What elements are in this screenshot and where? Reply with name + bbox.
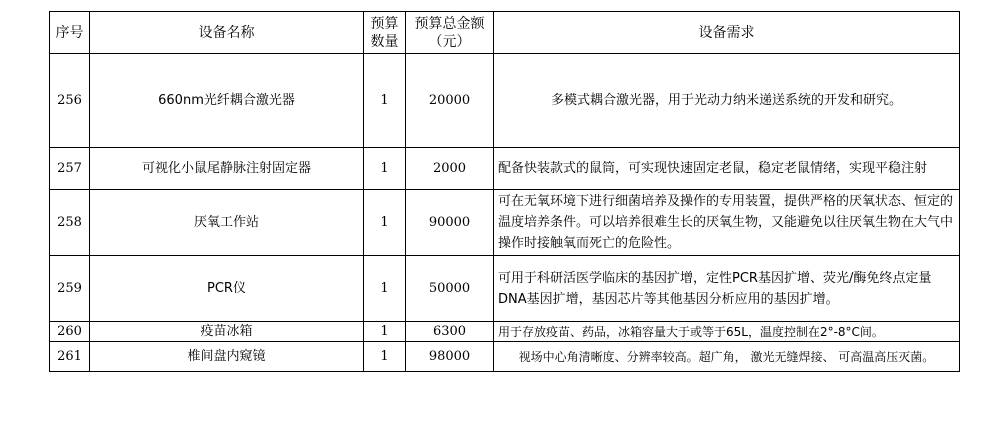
row-requirement: 配备快装款式的鼠筒，可实现快速固定老鼠，稳定老鼠情绪，实现平稳注射: [494, 148, 960, 190]
equipment-table: [49, 11, 960, 372]
row-index: 260: [50, 322, 90, 342]
table-row: [50, 342, 960, 372]
row-amount: 50000: [406, 256, 494, 322]
row-requirement: 用于存放疫苗、药品，冰箱容量大于或等于65L，温度控制在2°-8°C间。: [494, 322, 960, 342]
table-header-row: [50, 12, 960, 54]
row-requirement: 可用于科研活医学临床的基因扩增，定性PCR基因扩增、荧光/酶免终点定量DNA基因扩增，基因芯片等其他基因分析应用的基因扩增。: [494, 256, 960, 322]
table-row: [50, 322, 960, 342]
row-requirement: 视场中心角清晰度、分辨率较高。超广角， 激光无缝焊接、 可高温高压灭菌。: [494, 342, 960, 372]
row-amount: 90000: [406, 190, 494, 256]
header-amount: [406, 12, 494, 54]
row-name: 椎间盘内窥镜: [90, 342, 364, 372]
row-index: 256: [50, 54, 90, 148]
row-name: 厌氧工作站: [90, 190, 364, 256]
header-qty: [364, 12, 406, 54]
header-qty-line2: 数量: [370, 33, 399, 50]
header-qty-line1: 预算: [370, 15, 399, 32]
row-requirement: 多模式耦合激光器，用于光动力纳米递送系统的开发和研究。: [494, 54, 960, 148]
row-qty: 1: [364, 148, 406, 190]
row-qty: 1: [364, 256, 406, 322]
table-row: [50, 190, 960, 256]
row-qty: 1: [364, 322, 406, 342]
row-index: 259: [50, 256, 90, 322]
row-name: 可视化小鼠尾静脉注射固定器: [90, 148, 364, 190]
header-amount-line2: （元）: [428, 33, 471, 50]
header-name: 设备名称: [90, 12, 364, 54]
row-qty: 1: [364, 54, 406, 148]
row-requirement: 可在无氧环境下进行细菌培养及操作的专用装置，提供严格的厌氧状态、恒定的温度培养条件。可以培养很难生长的厌氧生物，又能避免以往厌氧生物在大气中操作时接触氧而死亡的危险性。: [494, 190, 960, 256]
row-qty: 1: [364, 190, 406, 256]
row-name: 660nm光纤耦合激光器: [90, 54, 364, 148]
row-index: 261: [50, 342, 90, 372]
table-row: [50, 54, 960, 148]
header-requirement: 设备需求: [494, 12, 960, 54]
row-name: 疫苗冰箱: [90, 322, 364, 342]
row-name: PCR仪: [90, 256, 364, 322]
row-index: 258: [50, 190, 90, 256]
row-amount: 98000: [406, 342, 494, 372]
row-qty: 1: [364, 342, 406, 372]
table-row: [50, 256, 960, 322]
row-amount: 6300: [406, 322, 494, 342]
row-amount: 20000: [406, 54, 494, 148]
header-amount-line1: 预算总金额: [414, 15, 485, 32]
row-index: 257: [50, 148, 90, 190]
row-amount: 2000: [406, 148, 494, 190]
header-index: 序号: [50, 12, 90, 54]
table-row: [50, 148, 960, 190]
